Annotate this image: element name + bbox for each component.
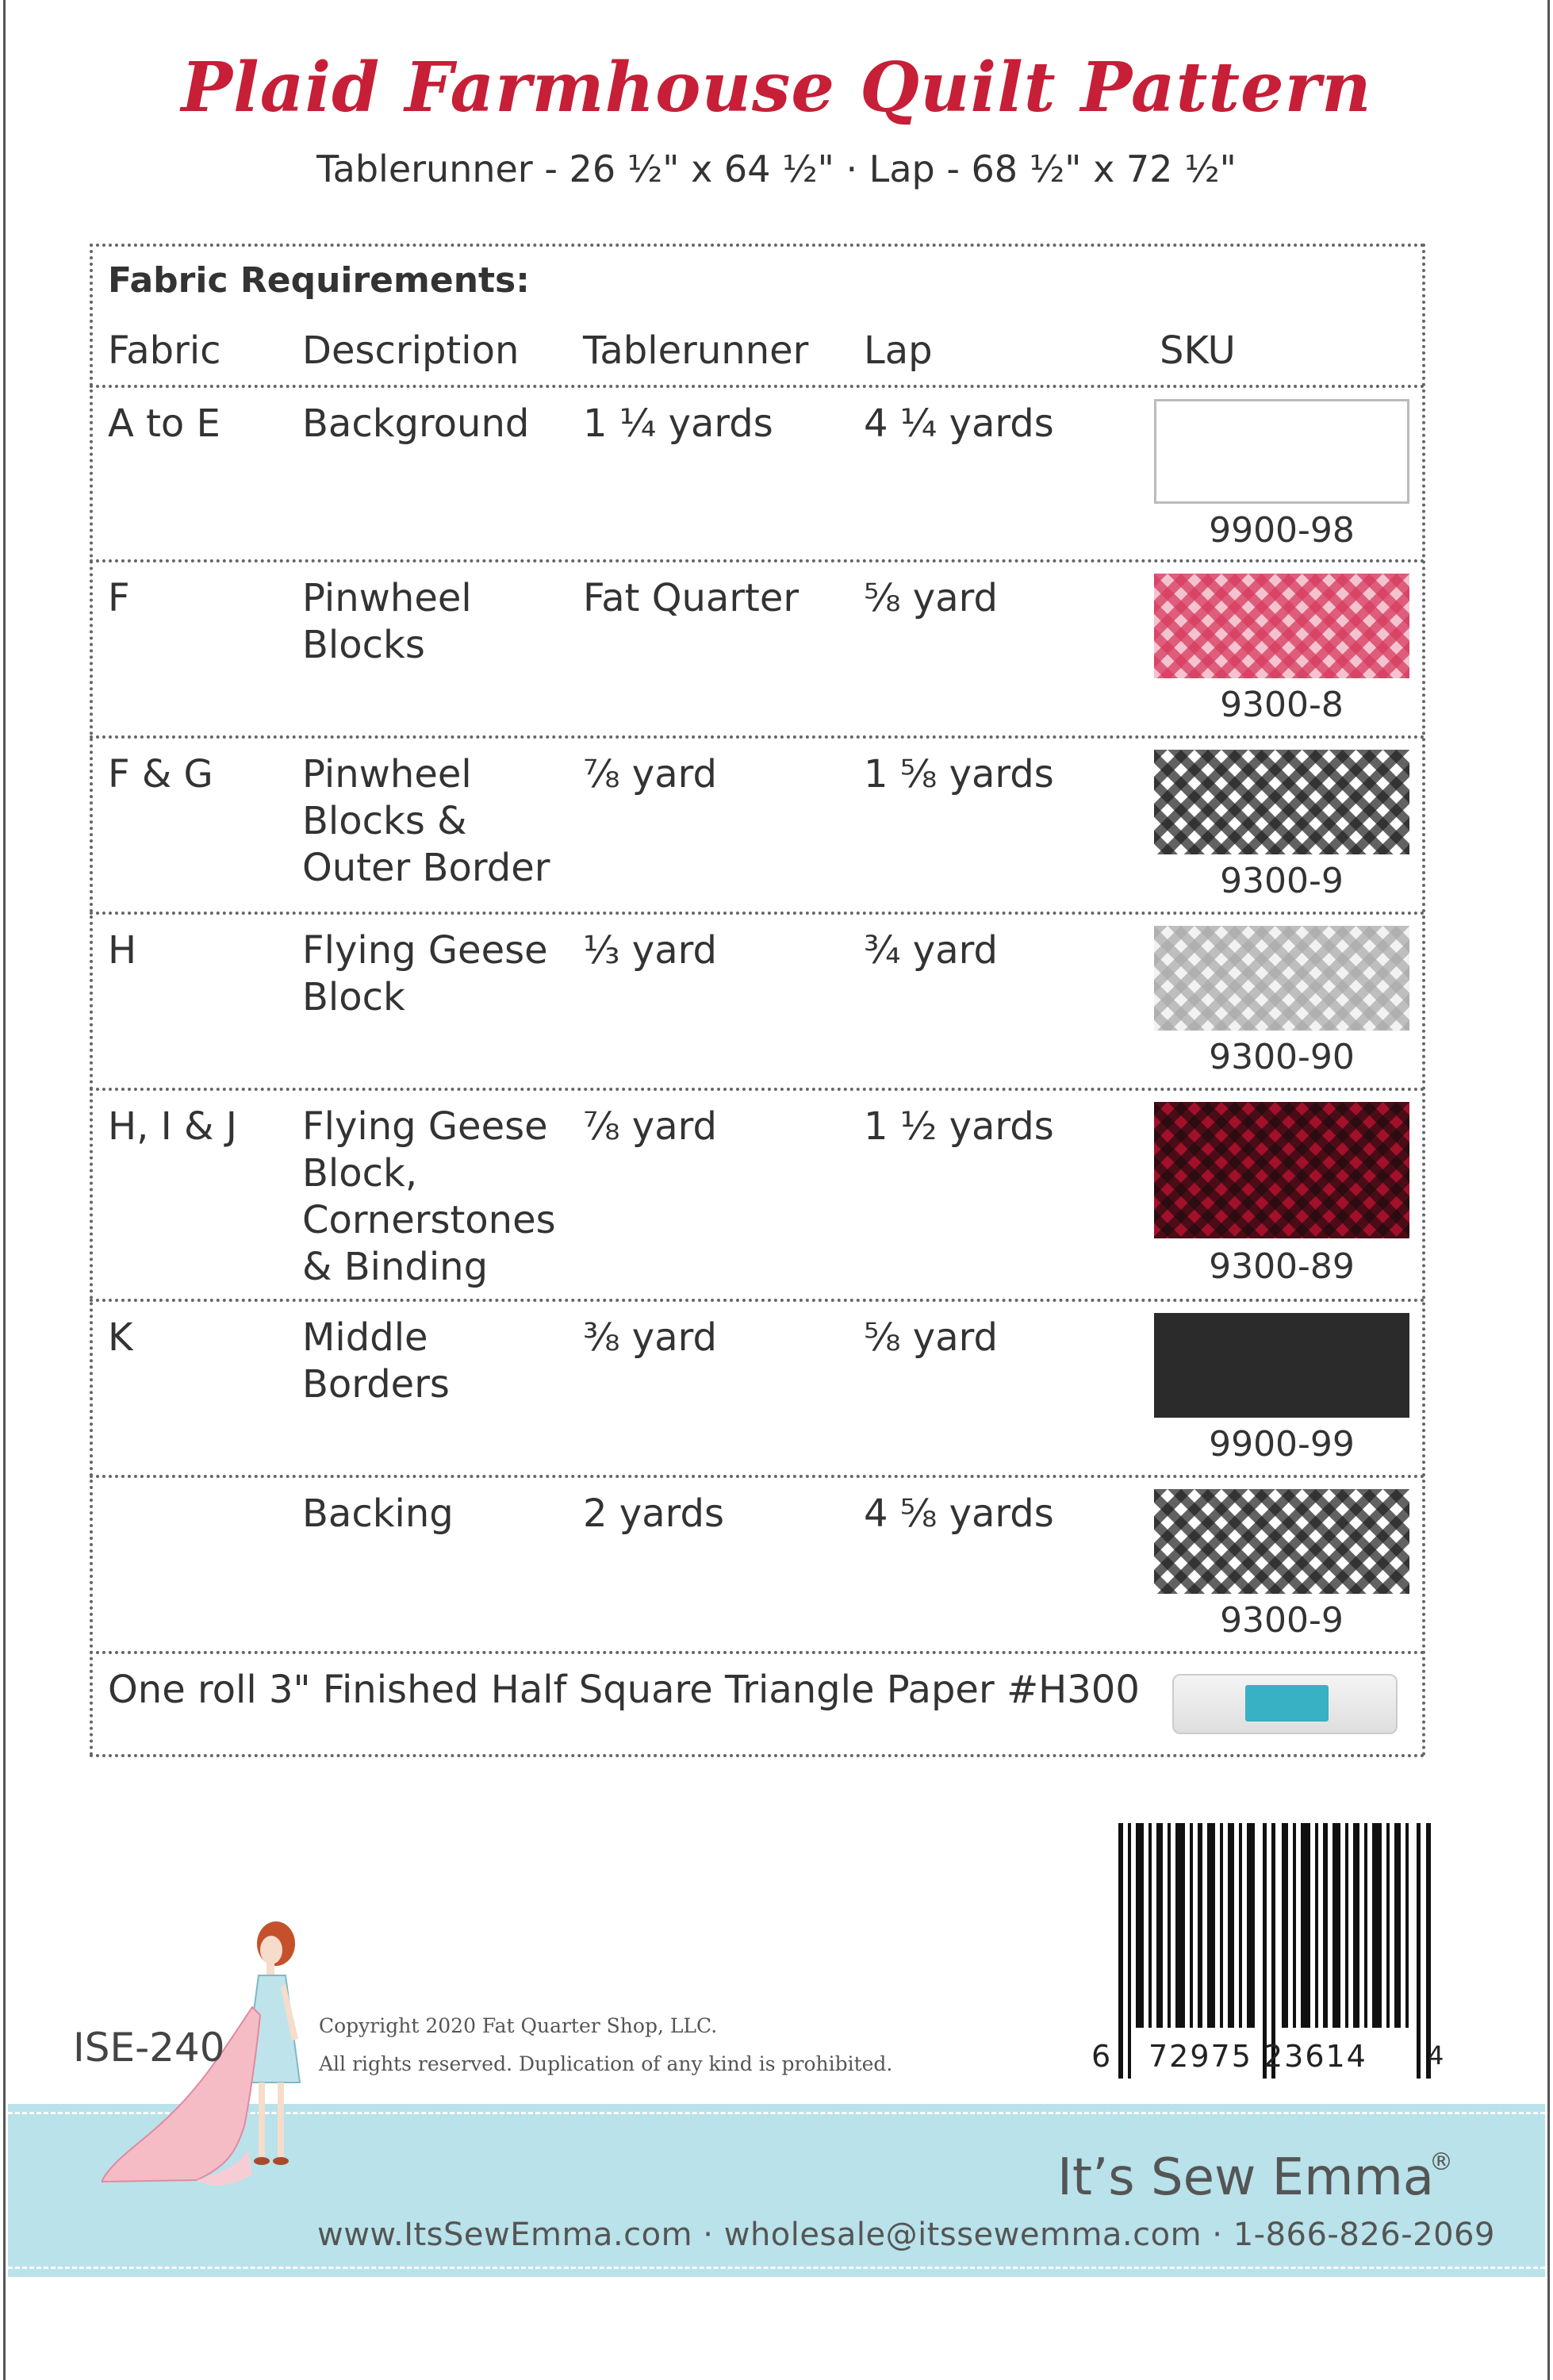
table-row (90, 385, 1425, 559)
page-border-left (3, 0, 6, 2380)
tablerunner-amount: ⅞ yard (583, 1104, 717, 1149)
triangle-paper-roll-icon (1172, 1674, 1398, 1734)
contact-info: www.ItsSewEmma.com · wholesale@itssewemma.com · 1-866-826-2069 (317, 2217, 1495, 2253)
table-row (90, 1475, 1425, 1651)
table-row (90, 1299, 1425, 1475)
copyright-notice (319, 2007, 892, 2083)
copyright-line: Copyright 2020 Fat Quarter Shop, LLC. (319, 2014, 718, 2037)
rights-line: All rights reserved. Duplication of any kind is prohibited. (319, 2052, 893, 2075)
page-border-right (1547, 0, 1550, 2380)
fabric-swatch (1154, 926, 1409, 1031)
registered-mark: ® (1429, 2148, 1453, 2176)
fabric-description: Pinwheel Blocks & Outer Border (302, 752, 550, 890)
fabric-description: Pinwheel Blocks (302, 576, 472, 667)
paper-note: One roll 3" Finished Half Square Triangle Paper #H300 (108, 1668, 1140, 1712)
pattern-sizes: Tablerunner - 26 ½" x 64 ½" · Lap - 68 ½" x 72 ½" (316, 148, 1237, 190)
sku-number: 9900-98 (1209, 510, 1355, 551)
row-divider (90, 912, 1425, 915)
barcode-right-digit: 4 (1428, 2040, 1444, 2071)
table-row (90, 559, 1425, 735)
fabric-letter: A to E (108, 401, 220, 446)
column-header-sku: SKU (1160, 328, 1236, 373)
row-divider (90, 735, 1425, 739)
sku-number: 9300-89 (1209, 1246, 1355, 1287)
barcode-left-digit: 6 (1091, 2039, 1111, 2074)
sku-number: 9300-9 (1220, 861, 1344, 901)
footer-stitch-bottom (8, 2267, 1545, 2269)
fabric-letter: K (108, 1315, 133, 1360)
fabric-description: Flying Geese Block, Cornerstones & Binding (302, 1104, 556, 1289)
row-divider (90, 559, 1425, 562)
lap-amount: 4 ⅝ yards (864, 1491, 1054, 1536)
fabric-description: Background (302, 401, 530, 446)
lap-amount: 1 ½ yards (864, 1104, 1054, 1149)
pattern-title: Plaid Farmhouse Quilt Pattern (181, 48, 1372, 128)
table-row (90, 1088, 1425, 1299)
fabric-swatch (1154, 1102, 1409, 1238)
sku-number: 9300-8 (1220, 685, 1344, 725)
row-divider (90, 1475, 1425, 1478)
fabric-description: Flying Geese Block (302, 928, 548, 1019)
tablerunner-amount: 1 ¼ yards (583, 401, 773, 446)
tablerunner-amount: Fat Quarter (583, 576, 800, 620)
sku-number: 9300-9 (1220, 1600, 1344, 1641)
table-row (90, 912, 1425, 1088)
lap-amount: ¾ yard (864, 928, 998, 973)
lap-amount: ⅝ yard (864, 1315, 998, 1360)
table-row (90, 735, 1425, 912)
brand-name: It’s Sew Emma (1056, 2148, 1434, 2207)
barcode-digits: 72975 23614 (1148, 2039, 1367, 2074)
column-header-tablerunner: Tablerunner (583, 328, 809, 373)
row-divider (90, 1088, 1425, 1091)
tablerunner-amount: 2 yards (583, 1491, 724, 1536)
fabric-description: Middle Borders (302, 1315, 450, 1407)
product-code: ISE-240 (73, 2025, 225, 2071)
tablerunner-amount: ⅞ yard (583, 752, 717, 797)
row-divider (90, 385, 1425, 388)
tablerunner-amount: ⅜ yard (583, 1315, 717, 1360)
tablerunner-amount: ⅓ yard (583, 928, 717, 973)
lap-amount: 4 ¼ yards (864, 401, 1054, 446)
fabric-swatch (1154, 750, 1409, 854)
fabric-letter: F (108, 576, 130, 620)
lap-amount: 1 ⅝ yards (864, 752, 1054, 797)
fabric-swatch (1154, 1313, 1409, 1418)
fabric-letter: F & G (108, 752, 213, 797)
sku-number: 9900-99 (1209, 1424, 1355, 1464)
row-divider (90, 1299, 1425, 1302)
column-header-lap: Lap (864, 328, 933, 373)
row-divider (90, 1651, 1425, 1654)
paper-roll-label (1245, 1685, 1329, 1722)
requirements-heading: Fabric Requirements: (108, 260, 530, 301)
fabric-letter: H (108, 928, 137, 973)
fabric-letter: H, I & J (108, 1104, 237, 1149)
column-header-description: Description (302, 328, 520, 373)
sku-number: 9300-90 (1209, 1037, 1355, 1077)
lap-amount: ⅝ yard (864, 576, 998, 620)
fabric-swatch (1154, 1489, 1409, 1594)
fabric-swatch (1154, 399, 1409, 504)
fabric-swatch (1154, 574, 1409, 678)
column-header-fabric: Fabric (108, 328, 221, 373)
fabric-description: Backing (302, 1491, 454, 1536)
